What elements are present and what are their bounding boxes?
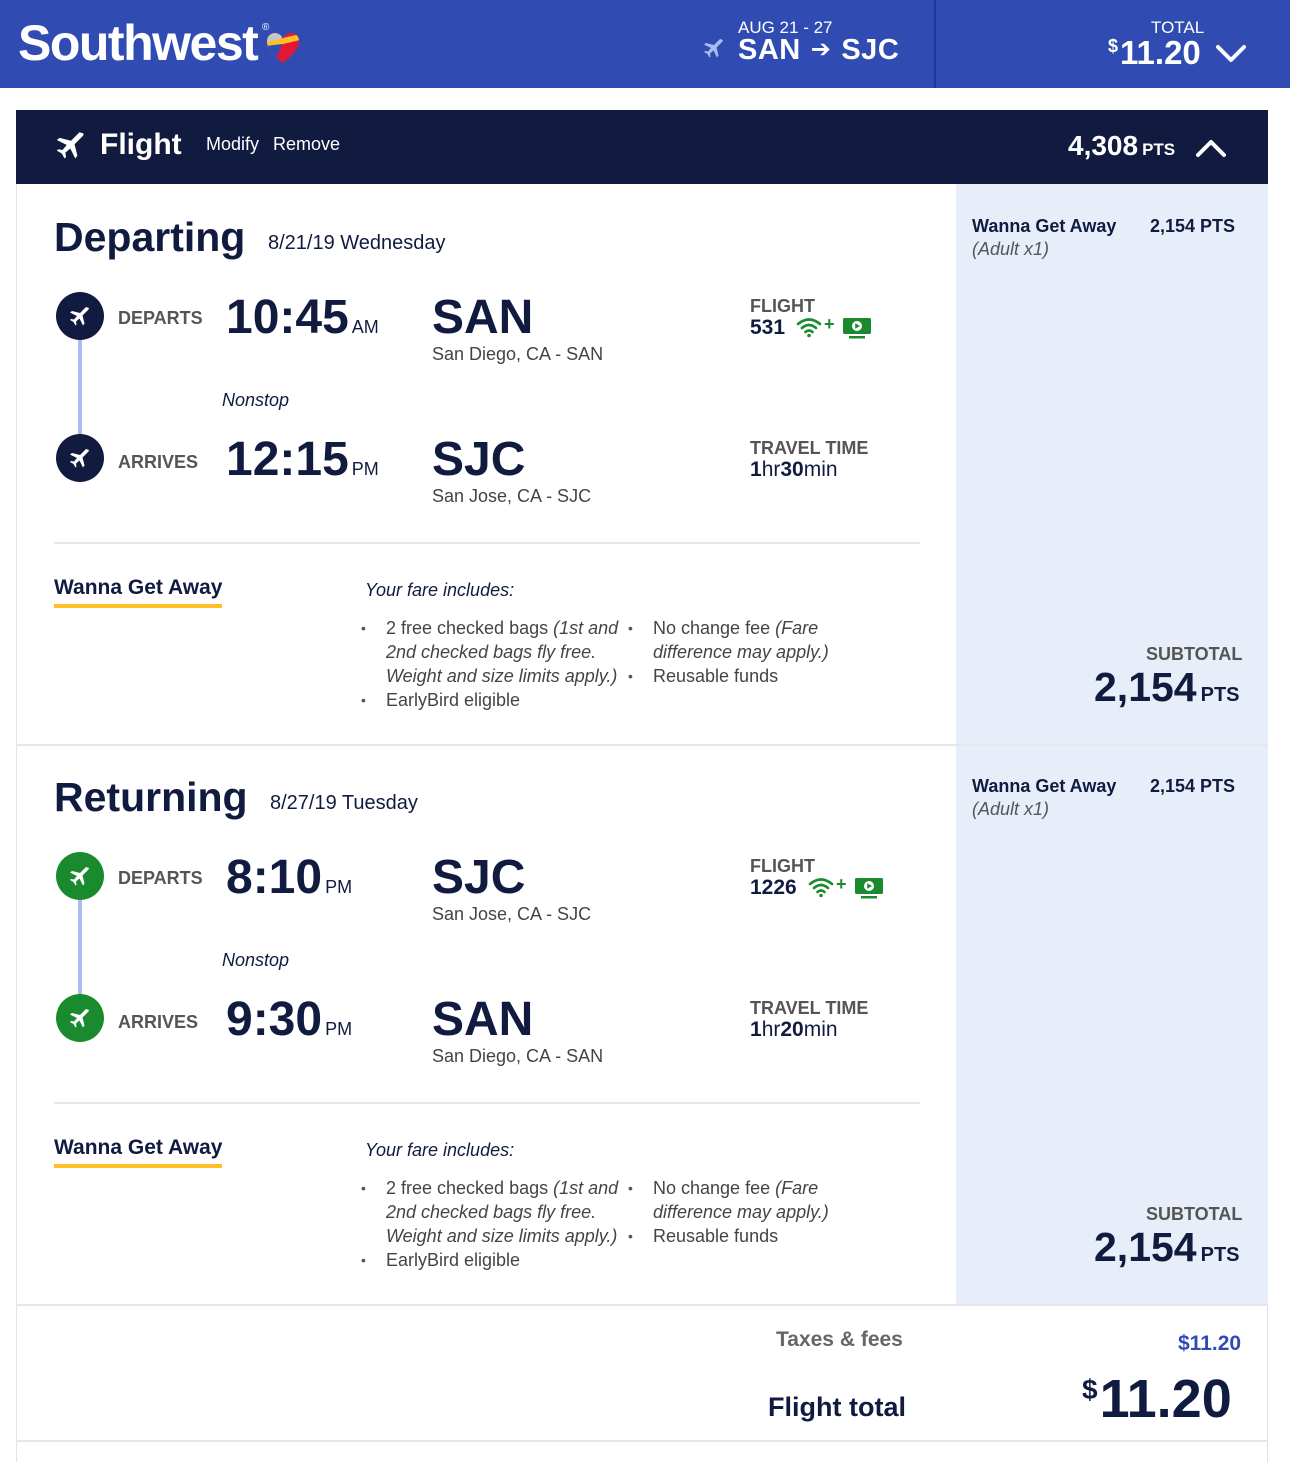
- segment-title: Departing: [54, 214, 246, 260]
- fare-includes-list-2: [628, 616, 858, 688]
- passenger-count: (Adult x1): [972, 239, 1050, 259]
- subtotal-number: 2,154: [1094, 1224, 1197, 1270]
- divider: [54, 542, 920, 544]
- currency-symbol: $: [1108, 36, 1119, 56]
- chevron-down-icon[interactable]: [1214, 42, 1248, 66]
- list-item: [628, 664, 858, 688]
- fare-includes-list: [361, 616, 626, 712]
- route-line: [78, 900, 82, 996]
- list-item: [628, 1176, 858, 1224]
- fare-type: Wanna Get Away: [972, 776, 1117, 796]
- arrive-airport-code: SAN: [432, 993, 534, 1046]
- modify-link[interactable]: Modify: [206, 134, 260, 154]
- arrive-ampm: PM: [351, 459, 379, 479]
- airplane-landing-icon: [68, 446, 92, 470]
- depart-airport-code: SAN: [432, 291, 534, 344]
- travel-minutes: 30: [780, 458, 804, 481]
- southwest-logo[interactable]: Southwest: [18, 15, 258, 71]
- airplane-icon: [54, 128, 88, 162]
- divider: [16, 1304, 1268, 1306]
- list-item: [361, 616, 626, 688]
- total-value: 11.20: [1120, 34, 1201, 71]
- route-line: [78, 340, 82, 436]
- travel-time-value: [750, 458, 838, 482]
- heart-logo-icon: [266, 32, 300, 64]
- depart-city: San Jose, CA - SJC: [432, 904, 592, 924]
- depart-time: [226, 850, 352, 905]
- returning-price-panel: [956, 746, 1268, 1304]
- change-fee-text: No change fee: [653, 1178, 771, 1198]
- bag-text: 2 free checked bags: [386, 618, 549, 638]
- arrive-time: [226, 992, 352, 1047]
- depart-ampm: PM: [325, 877, 353, 897]
- amenity-plus: +: [836, 874, 847, 894]
- arrives-marker: [56, 994, 104, 1042]
- list-item: [628, 1224, 858, 1248]
- earlybird-text: EarlyBird eligible: [386, 690, 521, 710]
- departs-marker: [56, 292, 104, 340]
- taxes-fees-value[interactable]: $11.20: [1178, 1332, 1242, 1355]
- travel-time-label: TRAVEL TIME: [750, 438, 869, 458]
- departing-price-panel: [956, 184, 1268, 744]
- arrives-marker: [56, 434, 104, 482]
- flight-label: FLIGHT: [750, 856, 815, 876]
- travel-hours: 1: [750, 1018, 762, 1041]
- arrive-time-value: 12:15: [226, 433, 349, 486]
- airplane-takeoff-icon: [68, 304, 92, 328]
- registered-mark: ®: [262, 22, 270, 33]
- travel-hours: 1: [750, 458, 762, 481]
- change-fee-note: (Fare difference may apply.): [653, 618, 829, 662]
- flight-section-header: [16, 110, 1268, 184]
- depart-time-value: 10:45: [226, 291, 349, 344]
- change-fee-note: (Fare difference may apply.): [653, 1178, 829, 1222]
- travel-hours-unit: hr: [761, 1018, 781, 1041]
- divider: [54, 1102, 920, 1104]
- fare-includes-title: Your fare includes:: [365, 580, 515, 600]
- list-item: [361, 1248, 626, 1272]
- fare-type: Wanna Get Away: [972, 216, 1117, 236]
- fare-name[interactable]: Wanna Get Away: [54, 1136, 222, 1168]
- travel-minutes: 20: [780, 1018, 804, 1041]
- airplane-takeoff-icon: [68, 864, 92, 888]
- depart-time-value: 8:10: [226, 851, 323, 904]
- segment-title: Returning: [54, 774, 248, 820]
- taxes-fees-label: Taxes & fees: [776, 1328, 903, 1351]
- subtotal-unit: PTS: [1200, 1244, 1240, 1266]
- wifi-icon: [808, 876, 834, 898]
- divider: [16, 1440, 1268, 1442]
- amenity-plus: +: [824, 314, 835, 334]
- flight-number[interactable]: 531: [750, 316, 786, 339]
- remove-link[interactable]: Remove: [273, 134, 341, 154]
- segment-date: 8/21/19 Wednesday: [268, 232, 446, 254]
- reusable-funds-text: Reusable funds: [653, 1226, 779, 1246]
- route-origin: SAN: [738, 34, 801, 66]
- list-item: [628, 616, 858, 664]
- arrow-right-icon: ➔: [810, 36, 832, 63]
- arrive-city: San Jose, CA - SJC: [432, 486, 592, 506]
- arrives-label: ARRIVES: [118, 1012, 199, 1032]
- chevron-up-icon[interactable]: [1194, 136, 1228, 160]
- live-tv-icon: [854, 877, 884, 899]
- segment-date: 8/27/19 Tuesday: [270, 792, 418, 814]
- arrive-city: San Diego, CA - SAN: [432, 1046, 604, 1066]
- fare-includes-list: [361, 1176, 626, 1272]
- points-unit: PTS: [1142, 140, 1176, 159]
- bag-note: (1st and 2nd checked bags fly free. Weight and size limits apply.): [386, 1178, 619, 1246]
- list-item: [361, 688, 626, 712]
- flight-points-total: [1068, 130, 1175, 162]
- fare-includes-list-2: [628, 1176, 858, 1248]
- flight-label: FLIGHT: [750, 296, 815, 316]
- total-label: TOTAL: [1151, 18, 1205, 37]
- fare-name[interactable]: Wanna Get Away: [54, 576, 222, 608]
- subtotal-unit: PTS: [1200, 684, 1240, 706]
- returning-segment: [16, 746, 1268, 1306]
- nonstop-label: Nonstop: [222, 950, 290, 970]
- arrive-ampm: PM: [325, 1019, 353, 1039]
- trip-route[interactable]: [738, 34, 899, 67]
- travel-time-label: TRAVEL TIME: [750, 998, 869, 1018]
- flight-total-label: Flight total: [768, 1392, 906, 1422]
- bag-text: 2 free checked bags: [386, 1178, 549, 1198]
- points-value: 4,308: [1068, 130, 1139, 161]
- arrive-time: [226, 432, 379, 487]
- subtotal-value: [1094, 1224, 1240, 1271]
- subtotal-value: [1094, 664, 1240, 711]
- arrive-time-value: 9:30: [226, 993, 323, 1046]
- travel-minutes-unit: min: [803, 1018, 838, 1041]
- departing-segment: [16, 184, 1268, 744]
- passenger-count: (Adult x1): [972, 799, 1050, 819]
- fare-includes-title: Your fare includes:: [365, 1140, 515, 1160]
- travel-time-value: [750, 1018, 838, 1042]
- depart-city: San Diego, CA - SAN: [432, 344, 604, 364]
- depart-ampm: AM: [351, 317, 379, 337]
- depart-airport-code: SJC: [432, 851, 526, 904]
- departs-label: DEPARTS: [118, 868, 203, 888]
- reusable-funds-text: Reusable funds: [653, 666, 779, 686]
- currency-symbol: $: [1082, 1374, 1098, 1405]
- arrives-label: ARRIVES: [118, 452, 199, 472]
- flight-number[interactable]: 1226: [750, 876, 797, 899]
- live-tv-icon: [842, 317, 872, 339]
- flight-title: Flight: [100, 128, 182, 161]
- top-bar: [0, 0, 1290, 88]
- fare-points: 2,154 PTS: [1150, 216, 1236, 236]
- change-fee-text: No change fee: [653, 618, 771, 638]
- departs-label: DEPARTS: [118, 308, 203, 328]
- departs-marker: [56, 852, 104, 900]
- travel-hours-unit: hr: [761, 458, 781, 481]
- total-amount[interactable]: [1108, 34, 1201, 72]
- fare-points: 2,154 PTS: [1150, 776, 1236, 796]
- bag-note: (1st and 2nd checked bags fly free. Weight and size limits apply.): [386, 618, 619, 686]
- nonstop-label: Nonstop: [222, 390, 290, 410]
- airplane-landing-icon: [68, 1006, 92, 1030]
- list-item: [361, 1176, 626, 1248]
- flight-total-value: [1082, 1368, 1232, 1430]
- trip-dates: AUG 21 - 27: [738, 18, 833, 37]
- travel-minutes-unit: min: [803, 458, 838, 481]
- route-destination: SJC: [841, 34, 900, 66]
- depart-time: [226, 290, 379, 345]
- subtotal-number: 2,154: [1094, 664, 1197, 710]
- arrive-airport-code: SJC: [432, 433, 526, 486]
- earlybird-text: EarlyBird eligible: [386, 1250, 521, 1270]
- airplane-icon: [702, 36, 726, 60]
- subtotal-label: SUBTOTAL: [1146, 644, 1243, 664]
- wifi-icon: [796, 316, 822, 338]
- subtotal-label: SUBTOTAL: [1146, 1204, 1243, 1224]
- divider: [934, 0, 936, 88]
- flight-total-number: 11.20: [1099, 1369, 1232, 1429]
